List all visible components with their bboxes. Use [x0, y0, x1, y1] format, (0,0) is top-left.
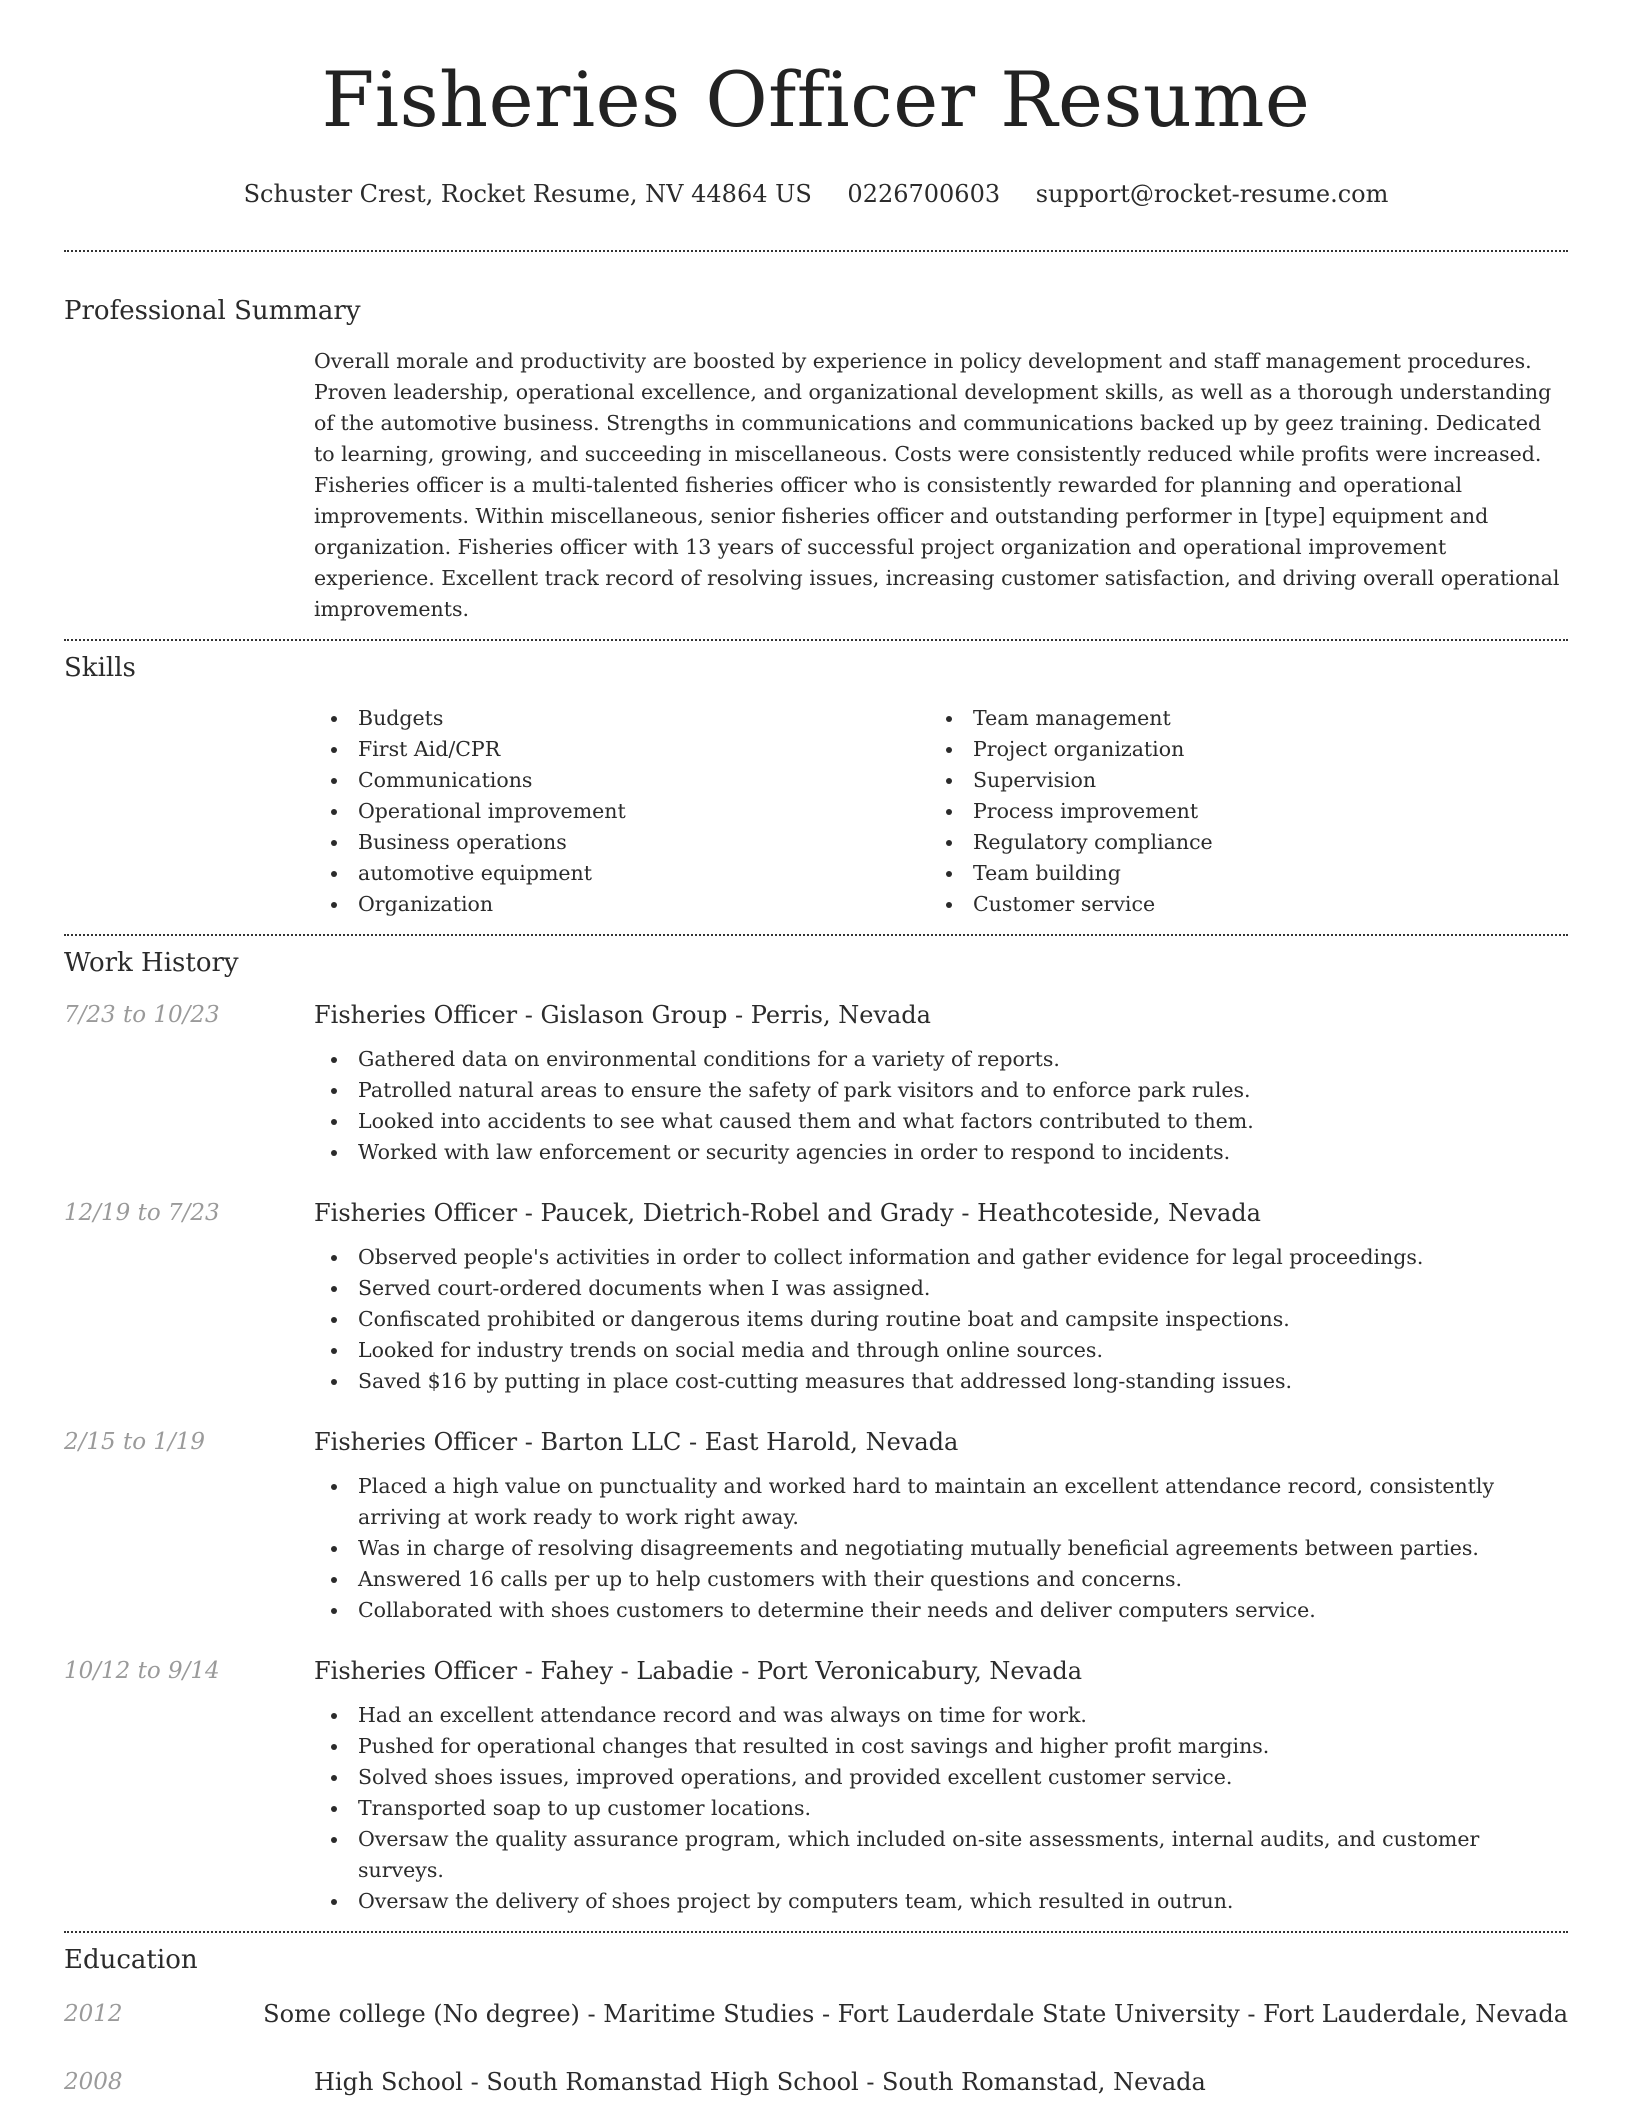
- education-detail: Some college (No degree) - Maritime Studies - Fort Lauderdale State University - Fort Lauderdale, Nevada: [263, 2000, 1568, 2028]
- contact-email: support@rocket-resume.com: [1035, 180, 1389, 208]
- contact-address: Schuster Crest, Rocket Resume, NV 44864 US: [243, 180, 812, 208]
- job-bullet: Pushed for operational changes that resulted in cost savings and higher profit margins.: [314, 1731, 1568, 1762]
- job-bullet: Gathered data on environmental conditions for a variety of reports.: [314, 1044, 1568, 1075]
- work-heading: Work History: [64, 948, 239, 978]
- skill-item: First Aid/CPR: [314, 734, 929, 765]
- education-heading: Education: [64, 1945, 198, 1975]
- job-dates: 7/23 to 10/23: [64, 1002, 220, 1028]
- job-bullet: Placed a high value on punctuality and worked hard to maintain an excellent attendance record, consistently arriving at work ready to work right away.: [314, 1471, 1568, 1533]
- skill-item: Customer service: [929, 889, 1544, 920]
- job-dates: 2/15 to 1/19: [64, 1429, 206, 1455]
- job-bullet: Had an excellent attendance record and was always on time for work.: [314, 1700, 1568, 1731]
- job-body: [314, 1425, 1568, 1626]
- divider: [64, 250, 1568, 252]
- education-entry: [64, 2065, 1568, 2099]
- job-bullet: Oversaw the quality assurance program, which included on-site assessments, internal audits, and customer surveys.: [314, 1824, 1568, 1886]
- job-bullet: Solved shoes issues, improved operations, and provided excellent customer service.: [314, 1762, 1568, 1793]
- skill-item: Business operations: [314, 827, 929, 858]
- divider: [64, 934, 1568, 936]
- page-title: Fisheries Officer Resume: [321, 55, 1311, 144]
- job-bullet: Collaborated with shoes customers to determine their needs and deliver computers service.: [314, 1595, 1568, 1626]
- job-body: [314, 1654, 1568, 1917]
- job-bullets: [314, 1242, 1568, 1397]
- job-bullet: Observed people's activities in order to collect information and gather evidence for legal proceedings.: [314, 1242, 1568, 1273]
- education-detail: High School - South Romanstad High School - South Romanstad, Nevada: [314, 2068, 1206, 2096]
- job-title: Fisheries Officer - Barton LLC - East Harold, Nevada: [314, 1428, 959, 1456]
- skill-item: Team management: [929, 703, 1544, 734]
- skill-item: Team building: [929, 858, 1544, 889]
- education-year: 2012: [64, 2001, 123, 2027]
- job-bullet: Served court-ordered documents when I was assigned.: [314, 1273, 1568, 1304]
- job-title: Fisheries Officer - Fahey - Labadie - Port Veronicabury, Nevada: [314, 1657, 1083, 1685]
- job-bullet: Looked for industry trends on social media and through online sources.: [314, 1335, 1568, 1366]
- job-title: Fisheries Officer - Paucek, Dietrich-Robel and Grady - Heathcoteside, Nevada: [314, 1199, 1261, 1227]
- job-entry: [64, 1196, 1568, 1397]
- job-dates: 10/12 to 9/14: [64, 1658, 220, 1684]
- job-entry: [64, 1654, 1568, 1917]
- summary-text: Overall morale and productivity are boosted by experience in policy development and staff management procedures. Proven leadership, operational excellence, and organizational development skills, as well as a thorough understanding of the automotive business. Strengths in communications and communications backed up by geez training. Dedicated to learning, growing, and succeeding in miscellaneous. Costs were consistently reduced while profits were increased. Fisheries officer is a multi-talented fisheries officer who is consistently rewarded for planning and operational improvements. Within miscellaneous, senior fisheries officer and outstanding performer in [type] equipment and organization. Fisheries officer with 13 years of successful project organization and operational improvement experience. Excellent track record of resolving issues, increasing customer satisfaction, and driving overall operational improvements.: [314, 349, 1560, 621]
- job-title: Fisheries Officer - Gislason Group - Perris, Nevada: [314, 1001, 931, 1029]
- education-entry: [64, 1997, 1568, 2031]
- job-bullet: Oversaw the delivery of shoes project by computers team, which resulted in outrun.: [314, 1886, 1568, 1917]
- job-bullet: Answered 16 calls per up to help customers with their questions and concerns.: [314, 1564, 1568, 1595]
- contact-phone: 0226700603: [847, 180, 1001, 208]
- job-body: [314, 1196, 1568, 1397]
- skill-item: Budgets: [314, 703, 929, 734]
- job-bullet: Worked with law enforcement or security agencies in order to respond to incidents.: [314, 1137, 1568, 1168]
- skill-item: Project organization: [929, 734, 1544, 765]
- skill-item: Communications: [314, 765, 929, 796]
- job-bullet: Confiscated prohibited or dangerous items during routine boat and campsite inspections.: [314, 1304, 1568, 1335]
- skills-heading: Skills: [64, 653, 136, 683]
- skills-column-left: [314, 703, 929, 920]
- job-bullets: [314, 1471, 1568, 1626]
- job-bullet: Saved $16 by putting in place cost-cutting measures that addressed long-standing issues.: [314, 1366, 1568, 1397]
- skills-column-right: [929, 703, 1544, 920]
- job-entry: [64, 998, 1568, 1168]
- job-entry: [64, 1425, 1568, 1626]
- summary-heading: Professional Summary: [64, 296, 361, 326]
- job-bullets: [314, 1044, 1568, 1168]
- job-bullet: Was in charge of resolving disagreements and negotiating mutually beneficial agreements between parties.: [314, 1533, 1568, 1564]
- job-body: [314, 998, 1568, 1168]
- skill-item: Supervision: [929, 765, 1544, 796]
- job-dates: 12/19 to 7/23: [64, 1200, 220, 1226]
- divider: [64, 639, 1568, 641]
- skill-item: Process improvement: [929, 796, 1544, 827]
- contact-info: [64, 178, 1568, 210]
- skill-item: Regulatory compliance: [929, 827, 1544, 858]
- job-bullet: Transported soap to up customer locations.: [314, 1793, 1568, 1824]
- skill-item: Operational improvement: [314, 796, 929, 827]
- divider: [64, 1931, 1568, 1933]
- skills-list: [314, 703, 1568, 920]
- education-year: 2008: [64, 2069, 123, 2095]
- job-bullets: [314, 1700, 1568, 1917]
- job-bullet: Patrolled natural areas to ensure the safety of park visitors and to enforce park rules.: [314, 1075, 1568, 1106]
- resume-page: [64, 0, 1568, 2112]
- job-bullet: Looked into accidents to see what caused them and what factors contributed to them.: [314, 1106, 1568, 1137]
- skill-item: Organization: [314, 889, 929, 920]
- skill-item: automotive equipment: [314, 858, 929, 889]
